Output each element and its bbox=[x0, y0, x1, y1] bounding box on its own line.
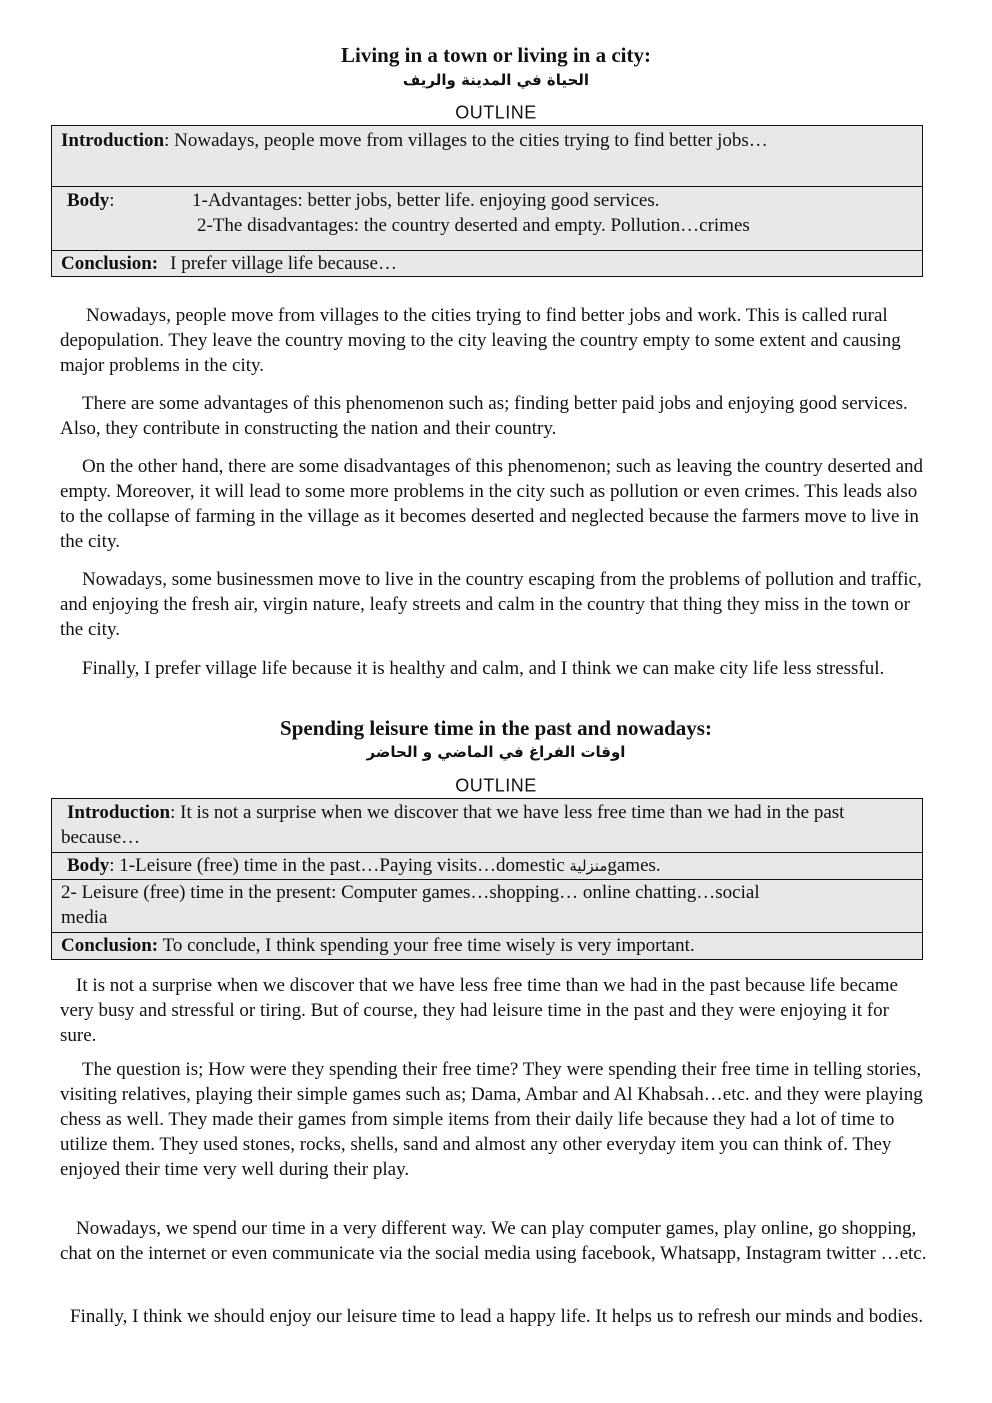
section2-title: Spending leisure time in the past and nowadays: bbox=[280, 716, 712, 740]
conclusion-label: Conclusion: bbox=[61, 935, 159, 956]
section2-arabic-title: اوقات الفراغ في الماضي و الحاضر bbox=[366, 743, 626, 761]
section1-paragraph-1: Nowadays, people move from villages to the cities trying to find better jobs and work. This is called rural depopulation. They leave the country moving to the city leaving the country empty to some extent and causing major problems in the city. bbox=[60, 305, 901, 376]
conclusion-text: I prefer village life because… bbox=[170, 253, 397, 274]
body-line-2: 2-The disadvantages: the country deserted and empty. Pollution…crimes bbox=[197, 215, 750, 236]
conclusion-text: To conclude, I think spending your free time wisely is very important. bbox=[162, 935, 695, 956]
section2-paragraph-1: It is not a surprise when we discover that we have less free time than we had in the past because life became very busy and stressful or tiring. But of course, they had leisure time in the past and they were enjoying it for sure. bbox=[60, 975, 898, 1046]
outline-row-body: Body: 1-Leisure (free) time in the past…Paying visits…domestic منزليةgames. bbox=[52, 853, 923, 880]
outline-row-conclusion bbox=[52, 251, 923, 277]
section1-title: Living in a town or living in a city: bbox=[341, 43, 651, 67]
body-label: Body bbox=[67, 855, 110, 876]
body-line-1: 1-Advantages: better jobs, better life. enjoying good services. bbox=[192, 190, 660, 211]
section2-paragraph-3: Nowadays, we spend our time in a very different way. We can play computer games, play online, go shopping, chat on the internet or even communicate via the social media using facebook, Whatsapp, Instagram twitter …etc. bbox=[60, 1218, 927, 1264]
section2-paragraph-2: The question is; How were they spending their free time? They were spending their free time in telling stories, visiting relatives, playing their simple games such as; Dama, Ambar and Al Khabsah…etc. and they were playing chess as well. They made their games from simple items from their daily life because they had a lot of time to utilize them. They used stones, rocks, shells, sand and almost any other everyday item you can think of. They enjoyed their time very well during their play. bbox=[60, 1059, 923, 1180]
body-label: Body bbox=[67, 190, 110, 211]
section2-outline-label: OUTLINE bbox=[455, 774, 537, 796]
introduction-text: It is not a surprise when we discover that we have less free time than we had in the past because… bbox=[61, 802, 845, 848]
outline-row-body: Body: 1-Advantages: better jobs, better life. enjoying good services. 2-The disadvantages: the country deserted and empty. Pollution…crimes bbox=[52, 187, 923, 251]
section1-outline-label: OUTLINE bbox=[455, 101, 537, 123]
section1-paragraph-2: There are some advantages of this phenomenon such as; finding better paid jobs and enjoying good services. Also, they contribute in constructing the nation and their country. bbox=[60, 393, 908, 439]
body-line-2: 2- Leisure (free) time in the present: Computer games…shopping… online chatting…social media bbox=[61, 882, 760, 928]
outline-row-introduction: Introduction: Nowadays, people move from villages to the cities trying to find better jobs… bbox=[52, 126, 923, 187]
section1-outline-table bbox=[51, 125, 923, 277]
section2-paragraph-4: Finally, I think we should enjoy our leisure time to lead a happy life. It helps us to refresh our minds and bodies. bbox=[70, 1306, 924, 1327]
body-line-1: 1-Leisure (free) time in the past…Paying visits…domestic bbox=[119, 855, 570, 876]
section2-outline-table bbox=[51, 798, 923, 960]
section1-paragraph-4: Nowadays, some businessmen move to live in the country escaping from the problems of pollution and traffic, and enjoying the fresh air, virgin nature, leafy streets and calm in the country that thing they miss in the town or the city. bbox=[60, 569, 922, 640]
outline-row-introduction: Introduction: It is not a surprise when we discover that we have less free time than we had in the past because… bbox=[52, 799, 923, 853]
introduction-label: Introduction bbox=[67, 802, 171, 823]
section1-paragraph-5: Finally, I prefer village life because it is healthy and calm, and I think we can make city life less stressful. bbox=[82, 658, 885, 679]
outline-row-conclusion bbox=[52, 933, 923, 960]
section1-paragraph-3: On the other hand, there are some disadvantages of this phenomenon; such as leaving the country deserted and empty. Moreover, it will lead to some more problems in the city such as pollution or even crimes. This leads also to the collapse of farming in the village as it becomes deserted and neglected because the farmers move to live in the city. bbox=[60, 456, 924, 552]
outline-row-body-2 bbox=[52, 880, 923, 933]
introduction-text: Nowadays, people move from villages to the cities trying to find better jobs… bbox=[174, 130, 768, 151]
introduction-label: Introduction bbox=[61, 130, 165, 151]
conclusion-label: Conclusion: bbox=[61, 253, 159, 274]
body-arabic-word: منزلية bbox=[569, 857, 608, 875]
section1-arabic-title: الحياة في المدينة والريف bbox=[402, 71, 590, 89]
